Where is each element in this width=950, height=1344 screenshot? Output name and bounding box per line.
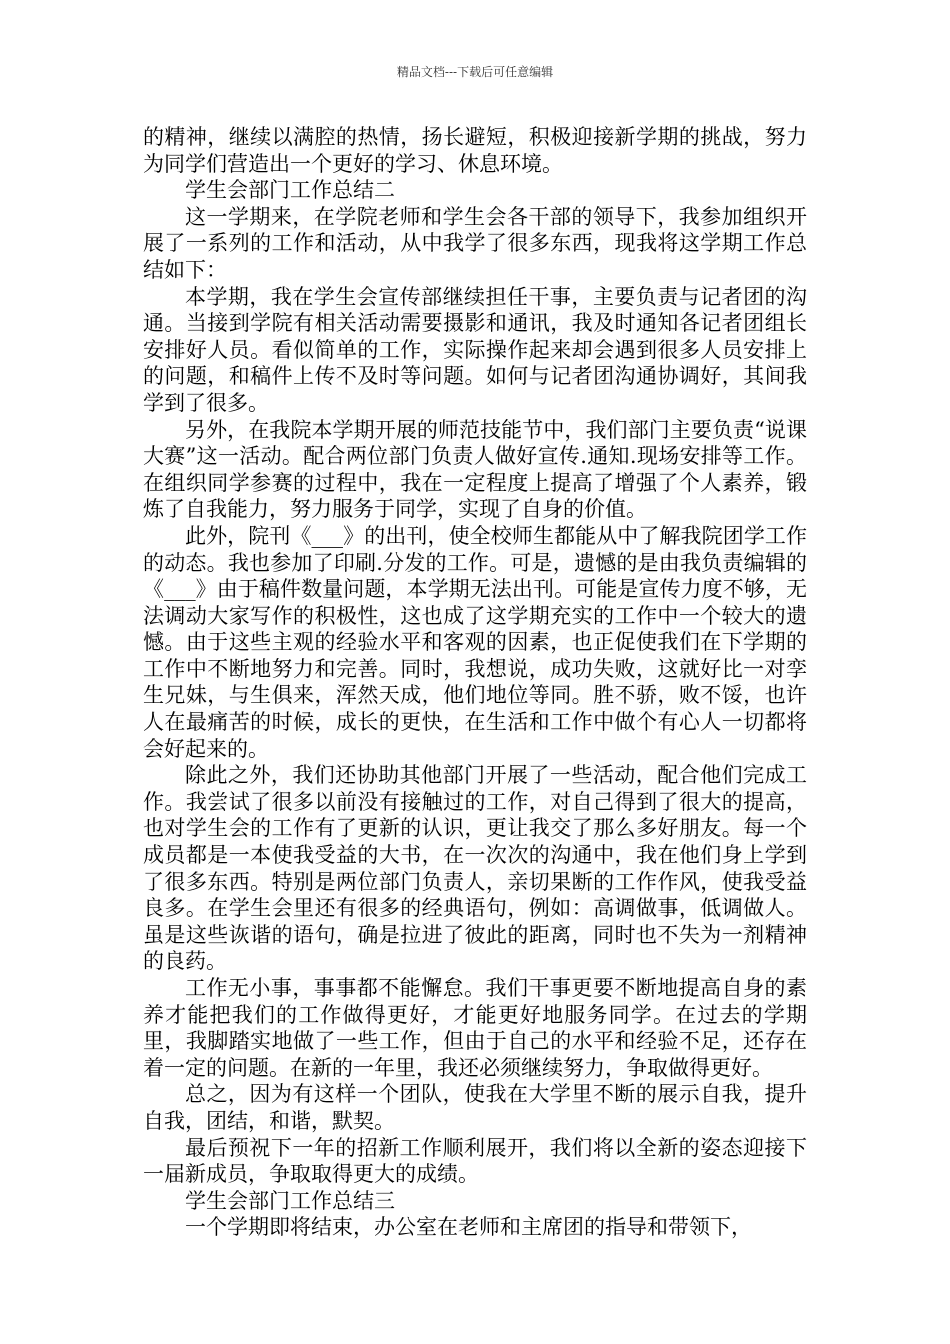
paragraph-section3-start: 一个学期即将结束，办公室在老师和主席团的指导和带领下， (185, 1215, 752, 1240)
paragraph-contest: 另外，在我院本学期开展的师范技能节中，我们部门主要负责“说课大赛”这一活动。配合两位部门负责人做好宣传.通知.现场安排等工作。在组织同学参赛的过程中，我在一定程度上提高了增强了个人素养，锻炼了自我能力，努力服务于同学，实现了自身的价值。 (143, 417, 807, 522)
paragraph-publication: 此外，院刊《___》的出刊，使全校师生都能从中了解我院团学工作的动态。我也参加了印刷.分发的工作。可是，遗憾的是由我负责编辑的《___》由于稿件数量问题，本学期无法出刊。可能是宣传力度不够，无法调动大家写作的积极性，这也成了这学期充实的工作中一个较大的遗憾。由于这些主观的经验水平和客观的因素，也正促使我们在下学期的工作中不断地努力和完善。同时，我想说，成功失败，这就好比一对孪生兄妹，与生俱来，浑然天成，他们地位等同。胜不骄，败不馁，也许人在最痛苦的时候，成长的更快，在生活和工作中做个有心人一切都将会好起来的。 (143, 523, 807, 761)
section-heading-3: 学生会部门工作总结三 (185, 1188, 395, 1213)
paragraph-collaboration: 除此之外，我们还协助其他部门开展了一些活动，配合他们完成工作。我尝试了很多以前没有接触过的工作，对自己得到了很大的提高，也对学生会的工作有了更新的认识，更让我交了那么多好朋友。每一个成员都是一本使我受益的大书，在一次次的沟通中，我在他们身上学到了很多东西。特别是两位部门负责人，亲切果断的工作作风，使我受益良多。在学生会里还有很多的经典语句，例如：高调做事，低调做人。虽是这些诙谐的语句，确是拉进了彼此的距离，同时也不失为一剂精神的良药。 (143, 763, 807, 974)
paragraph-continuation: 的精神，继续以满腔的热情，扬长避短，积极迎接新学期的挑战，努力为同学们营造出一个更好的学习、休息环境。 (143, 125, 807, 176)
paragraph-summary: 总之，因为有这样一个团队，使我在大学里不断的展示自我，提升自我，团结，和谐，默契。 (143, 1082, 807, 1133)
paragraph-closing: 最后预祝下一年的招新工作顺利展开，我们将以全新的姿态迎接下一届新成员，争取取得更大的成绩。 (143, 1135, 807, 1187)
paragraph-intro: 这一学期来，在学院老师和学生会各干部的领导下，我参加组织开展了一系列的工作和活动，从中我学了很多东西，现我将这学期工作总结如下： (143, 204, 807, 282)
paragraph-duties: 本学期，我在学生会宣传部继续担任干事，主要负责与记者团的沟通。当接到学院有相关活动需要摄影和通讯，我及时通知各记者团组长安排好人员。看似简单的工作，实际操作起来却会遇到很多人员安排上的问题，和稿件上传不及时等问题。如何与记者团沟通协调好，其间我学到了很多。 (143, 284, 807, 415)
section-heading-2: 学生会部门工作总结二 (185, 178, 395, 203)
page-header: 精品文档---下载后可任意编辑 (396, 65, 554, 79)
document-body (143, 124, 807, 1241)
paragraph-reflection: 工作无小事，事事都不能懈怠。我们干事更要不断地提高自身的素养才能把我们的工作做得更好，才能更好地服务同学。在过去的学期里，我脚踏实地做了一些工作，但由于自己的水平和经验不足，还存在着一定的问题。在新的一年里，我还必须继续努力，争取做得更好。 (143, 976, 807, 1080)
